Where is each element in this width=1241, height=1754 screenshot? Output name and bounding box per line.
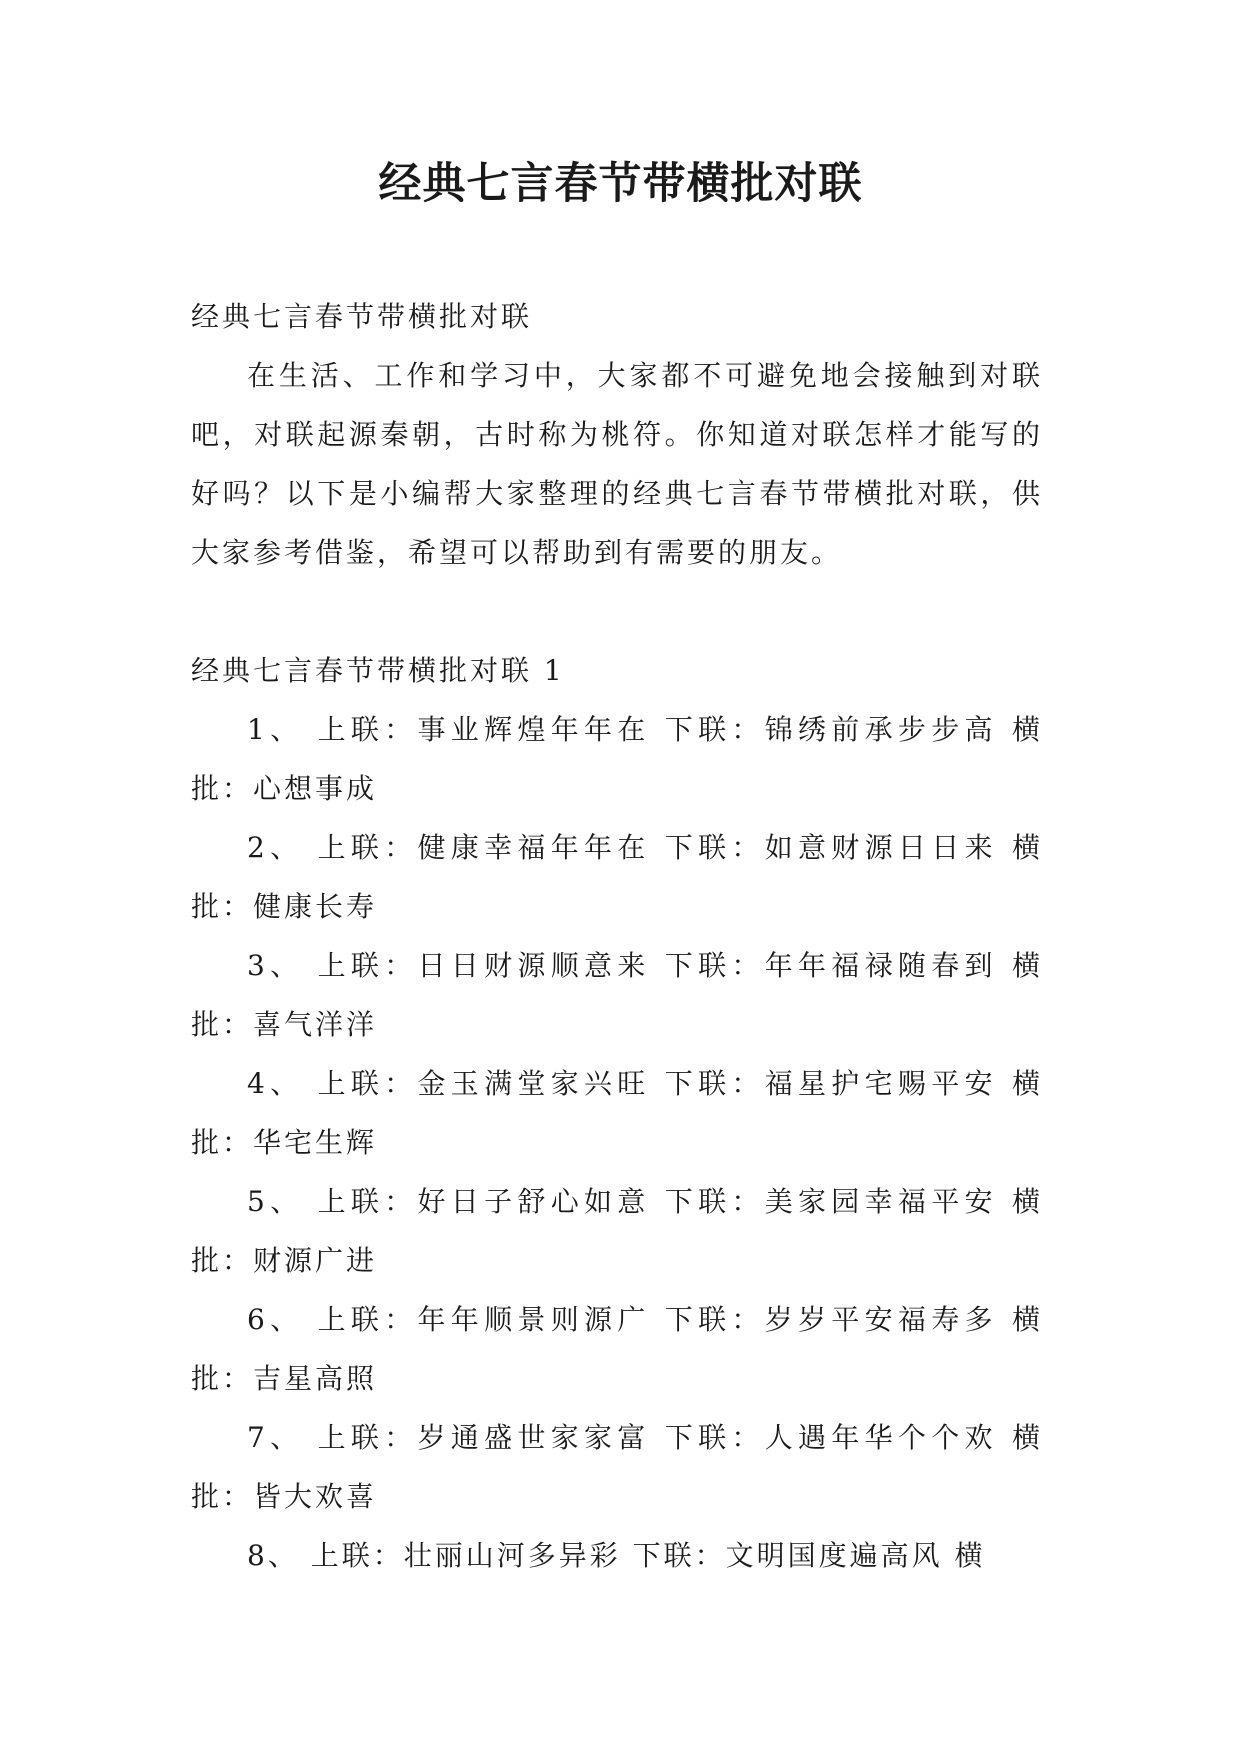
couplet-item-1: 1、 上联：事业辉煌年年在 下联：锦绣前承步步高 横批：心想事成	[191, 713, 1043, 805]
couplet-item-6: 6、 上联：年年顺景则源广 下联：岁岁平安福寿多 横批：吉星高照	[191, 1303, 1043, 1395]
couplet-item-3: 3、 上联：日日财源顺意来 下联：年年福禄随春到 横批：喜气洋洋	[191, 949, 1043, 1041]
couplet-item-4: 4、 上联：金玉满堂家兴旺 下联：福星护宅赐平安 横批：华宅生辉	[191, 1067, 1043, 1159]
couplet-item-7: 7、 上联：岁通盛世家家富 下联：人遇年华个个欢 横批：皆大欢喜	[191, 1421, 1043, 1513]
couplet-item-8: 8、 上联：壮丽山河多异彩 下联：文明国度遍高风 横	[247, 1539, 986, 1572]
section-heading: 经典七言春节带横批对联 1	[191, 654, 565, 687]
document-title: 经典七言春节带横批对联	[378, 159, 863, 209]
couplet-item-2: 2、 上联：健康幸福年年在 下联：如意财源日日来 横批：健康长寿	[191, 831, 1043, 923]
document-subtitle: 经典七言春节带横批对联	[191, 300, 533, 333]
document-body	[191, 287, 1043, 1585]
intro-paragraph: 在生活、工作和学习中，大家都不可避免地会接触到对联吧，对联起源秦朝，古时称为桃符。你知道对联怎样才能写的好吗？以下是小编帮大家整理的经典七言春节带横批对联，供大家参考借鉴，希望可以帮助到有需要的朋友。	[191, 359, 1043, 569]
couplet-item-5: 5、 上联：好日子舒心如意 下联：美家园幸福平安 横批：财源广进	[191, 1185, 1043, 1277]
paragraph-spacer	[191, 582, 1043, 641]
